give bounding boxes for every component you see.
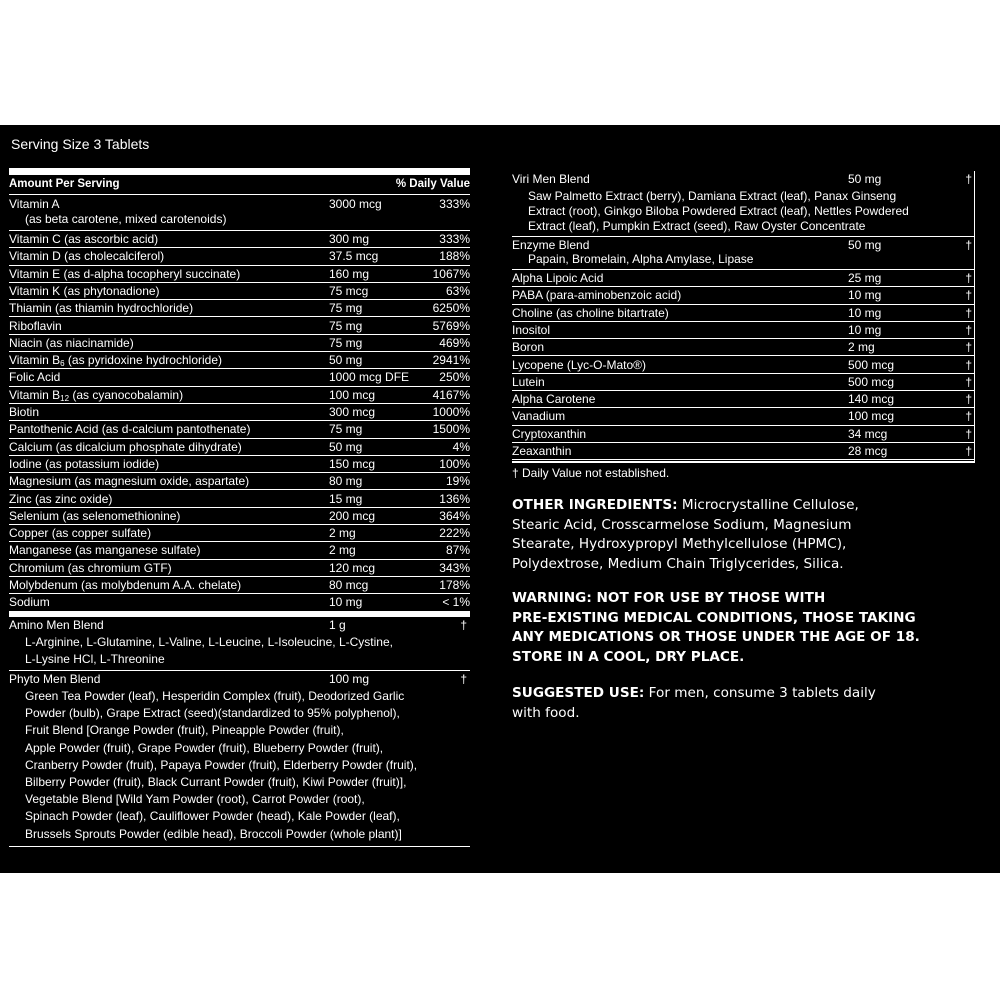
nutrient-row [512,305,975,322]
nutrient-row [9,196,470,231]
nutrient-name: Biotin [9,405,40,419]
viri-dv: † [965,172,972,186]
nutrient-amount: 200 mcg [329,508,376,523]
nutrient-name: Boron [512,340,545,355]
nutrient-amount: 50 mg [329,353,363,368]
nutrient-amount: 10 mg [848,322,882,337]
nutrient-name: Zinc (as zinc oxide) [9,491,113,506]
nutrient-row [9,352,470,369]
nutrient-row [9,525,470,542]
nutrient-dv: † [965,288,972,303]
nutrient-amount: 1000 mcg DFE [329,370,410,385]
nutrient-name: Vitamin D (as cholecalciferol) [9,249,165,264]
nutrient-dv: † [965,392,972,407]
nutrient-dv: 364% [439,508,470,523]
nutrient-row [9,248,470,265]
nutrient-amount: 37.5 mcg [329,249,379,264]
nutrient-dv: 1067% [432,266,470,281]
nutrient-amount: 2 mg [329,526,356,541]
nutrient-name: Riboflavin [9,318,62,333]
right-table-bottom [512,461,975,463]
nutrient-row [9,594,470,611]
warning-text: WARNING: NOT FOR USE BY THOSE WITH PRE-EXISTING MEDICAL CONDITIONS, THOSE TAKING ANY MEDICATIONS OR THOSE UNDER THE AGE OF 18. STORE IN A COOL, DRY PLACE. [512,590,920,665]
nutrient-amount: 300 mg [329,232,370,246]
nutrient-dv: 4167% [432,387,470,402]
viri-name: Viri Men Blend [512,172,590,186]
serving-size: Serving Size 3 Tablets [11,136,150,152]
nutrient-dv: † [965,444,972,458]
nutrient-name: Magnesium (as magnesium oxide, aspartate) [9,474,250,489]
enzyme-blend-row [512,237,975,270]
nutrient-dv: † [965,322,972,337]
nutrient-row [9,335,470,352]
nutrient-amount: 75 mcg [329,283,369,298]
nutrient-name: Vanadium [512,409,566,424]
phyto-ingredients: Green Tea Powder (leaf), Hesperidin Complex (fruit), Deodorized Garlic Powder (bulb), Grape Extract (seed)(standardized to 95% polyphenol), Fruit Blend [Orange Powder (fruit), Pineapple Powder (fruit), Apple Powder (fruit), Grape Powder (fruit), Blueberry Powder (fruit), Cranberry Powder (fruit), Papaya Powder (fruit), Elderberry Powder (fruit), Bilberry Powder (fruit), Black Currant Powder (fruit), Kiwi Powder (fruit)], Vegetable Blend [Wild Yam Powder (root), Carrot Powder (root), Spinach Powder (leaf), Cauliflower Powder (head), Kale Powder (leaf), Brussels Sprouts Powder (edible head), Broccoli Powder (whole plant)] [25,689,418,841]
daily-value-label: % Daily Value [395,178,470,190]
nutrient-row [512,287,975,304]
nutrient-amount: 80 mcg [329,578,369,592]
nutrient-amount: 3000 mcg [329,197,382,211]
nutrient-name: Thiamin (as thiamin hydrochloride) [9,301,194,316]
nutrient-row [512,322,975,339]
nutrient-amount: 100 mcg [329,387,376,402]
nutrient-amount: 80 mg [329,474,363,489]
nutrient-dv: 19% [445,474,470,489]
nutrient-amount: 10 mg [848,288,882,303]
suggested-use [512,684,982,723]
nutrient-row [9,560,470,577]
nutrient-name: Manganese (as manganese sulfate) [9,543,201,558]
suggested-use-label: SUGGESTED USE: [512,685,645,701]
nutrient-row [512,391,975,408]
nutrient-row [9,300,470,317]
nutrient-amount: 75 mg [329,335,363,350]
nutrient-amount: 2 mg [329,543,356,558]
nutrient-name: Vitamin $B_6$ (as pyridoxine hydrochloride) [9,353,222,369]
nutrient-dv: 333% [439,197,470,211]
nutrient-row [512,339,975,356]
nutrient-dv: 222% [439,526,470,541]
nutrient-name: Copper (as copper sulfate) [9,526,152,541]
nutrient-row [512,426,975,443]
nutrient-amount: 10 mg [329,595,363,610]
right-table-border [974,171,975,461]
nutrient-name: Selenium (as selenomethionine) [9,508,181,523]
nutrient-row [9,404,470,421]
nutrient-name: Cryptoxanthin [512,426,587,441]
daily-value-note: † Daily Value not established. [512,466,670,480]
nutrient-dv: 100% [439,456,470,471]
phyto-blend-row [9,671,470,847]
nutrient-row [9,456,470,473]
amino-blend-row [9,617,470,671]
nutrient-amount: 75 mg [329,422,363,437]
nutrient-row [9,421,470,438]
nutrient-name: Molybdenum (as molybdenum A.A. chelate) [9,578,242,592]
nutrient-dv: 343% [439,560,470,575]
nutrient-name: Vitamin K (as phytonadione) [9,283,160,298]
enzyme-ingredients: Papain, Bromelain, Alpha Amylase, Lipase [528,252,754,266]
nutrient-amount: 2 mg [848,340,875,355]
header-divider [9,194,470,195]
nutrient-amount: 120 mcg [329,560,376,575]
nutrient-name: Niacin (as niacinamide) [9,335,134,350]
nutrient-amount: 28 mcg [848,444,888,458]
nutrient-amount: 50 mg [329,439,363,454]
nutrient-amount: 25 mg [848,271,882,285]
nutrient-dv: 1500% [432,422,470,437]
nutrient-dv: † [965,357,972,372]
viri-amount: 50 mg [848,172,882,186]
nutrient-amount: 75 mg [329,301,363,316]
nutrient-amount: 300 mcg [329,405,376,419]
nutrient-amount: 100 mcg [848,409,895,424]
amino-ingredients: L-Arginine, L-Glutamine, L-Valine, L-Leucine, L-Isoleucine, L-Cystine, L-Lysine HCl, L-Threonine [25,635,393,667]
nutrient-row [9,542,470,559]
viri-ingredients: Saw Palmetto Extract (berry), Damiana Extract (leaf), Panax Ginseng Extract (root), Ginkgo Biloba Powdered Extract (leaf), Nettles Powdered Extract (leaf), Pumpkin Extract (seed), Raw Oyster Concentrate [528,189,909,233]
nutrient-row [512,408,975,425]
nutrient-name: Iodine (as potassium iodide) [9,456,160,471]
nutrient-row [9,508,470,525]
nutrient-dv: † [965,409,972,424]
nutrient-dv: 188% [439,249,470,264]
nutrient-dv: † [965,426,972,441]
nutrient-name: Vitamin E (as d-alpha tocopheryl succinate) [9,266,241,281]
section-divider [9,611,470,617]
nutrient-name: Zeaxanthin [512,444,572,458]
nutrient-dv: 5769% [432,318,470,333]
nutrient-name: Folic Acid [9,370,61,385]
amino-name: Amino Men Blend [9,618,104,632]
nutrient-row [512,443,975,460]
nutrient-row [9,387,470,404]
nutrient-row [512,357,975,374]
thick-divider [9,168,470,175]
nutrient-dv: 333% [439,232,470,246]
nutrient-amount: 10 mg [848,305,882,320]
nutrient-dv: 250% [439,370,470,385]
nutrient-name: Chromium (as chromium GTF) [9,560,172,575]
nutrient-name: Choline (as choline bitartrate) [512,305,669,320]
nutrient-dv: 1000% [432,405,470,419]
nutrient-dv: 6250% [432,301,470,316]
nutrient-name: Sodium [9,595,50,610]
nutrient-dv: † [965,374,972,389]
nutrient-row [512,374,975,391]
phyto-amount: 100 mg [329,672,370,686]
nutrient-name: Vitamin $B_{12}$ (as cyanocobalamin) [9,387,184,403]
nutrient-amount: 500 mcg [848,374,895,389]
nutrient-name: Alpha Carotene [512,392,596,407]
nutrient-amount: 75 mg [329,318,363,333]
nutrient-dv: 4% [452,439,470,454]
nutrient-amount: 34 mcg [848,426,888,441]
nutrient-row [9,369,470,386]
nutrient-name: Inositol [512,322,551,337]
nutrient-row [9,439,470,456]
amount-per-serving-label: Amount Per Serving [9,178,120,190]
nutrient-row [9,491,470,508]
nutrient-row [512,270,975,287]
nutrient-row [9,577,470,594]
nutrient-dv: 178% [439,578,470,592]
nutrient-amount: 150 mcg [329,456,376,471]
other-ingredients [512,496,982,574]
nutrient-name: Calcium (as dicalcium phosphate dihydrate) [9,439,242,454]
table-header [9,178,470,190]
phyto-dv: † [460,672,467,686]
enzyme-amount: 50 mg [848,238,882,252]
nutrient-source: (as beta carotene, mixed carotenoids) [25,212,227,226]
nutrient-name: Lutein [512,374,545,389]
nutrient-name: Lycopene (Lyc-O-Mato®) [512,357,646,372]
nutrient-amount: 140 mcg [848,392,895,407]
other-ingredients-label: OTHER INGREDIENTS: [512,497,678,513]
enzyme-name: Enzyme Blend [512,238,590,252]
nutrient-name: PABA (para-aminobenzoic acid) [512,288,682,303]
nutrient-dv: † [965,271,972,285]
suggested-use-text: For men, consume 3 tablets daily with food. [512,685,876,721]
nutrient-row [9,283,470,300]
nutrient-dv: 2941% [432,353,470,368]
nutrient-name: Pantothenic Acid (as d-calcium pantothenate) [9,422,251,437]
enzyme-dv: † [965,238,972,252]
nutrient-dv: † [965,340,972,355]
nutrient-dv: < 1% [442,595,470,610]
nutrient-name: Alpha Lipoic Acid [512,271,604,285]
amino-dv: † [460,618,467,632]
nutrient-dv: 87% [445,543,470,558]
nutrient-dv: 136% [439,491,470,506]
nutrient-name: Vitamin C (as ascorbic acid) [9,232,159,246]
nutrient-row [9,231,470,248]
nutrient-amount: 15 mg [329,491,363,506]
amino-amount: 1 g [329,618,346,632]
nutrient-amount: 500 mcg [848,357,895,372]
nutrient-row [9,318,470,335]
nutrient-row [9,473,470,490]
nutrient-dv: † [965,305,972,320]
viri-blend-row [512,171,975,237]
phyto-name: Phyto Men Blend [9,672,101,686]
nutrient-amount: 160 mg [329,266,370,281]
other-ingredients-text: Microcrystalline Cellulose, Stearic Acid, Crosscarmelose Sodium, Magnesium Stearate, Hydroxypropyl Methylcellulose (HPMC), Polydextrose, Medium Chain Triglycerides, Silica. [512,497,859,572]
nutrient-row [9,266,470,283]
nutrient-name: Vitamin A [9,197,60,211]
nutrient-dv: 469% [439,335,470,350]
nutrient-dv: 63% [445,283,470,298]
